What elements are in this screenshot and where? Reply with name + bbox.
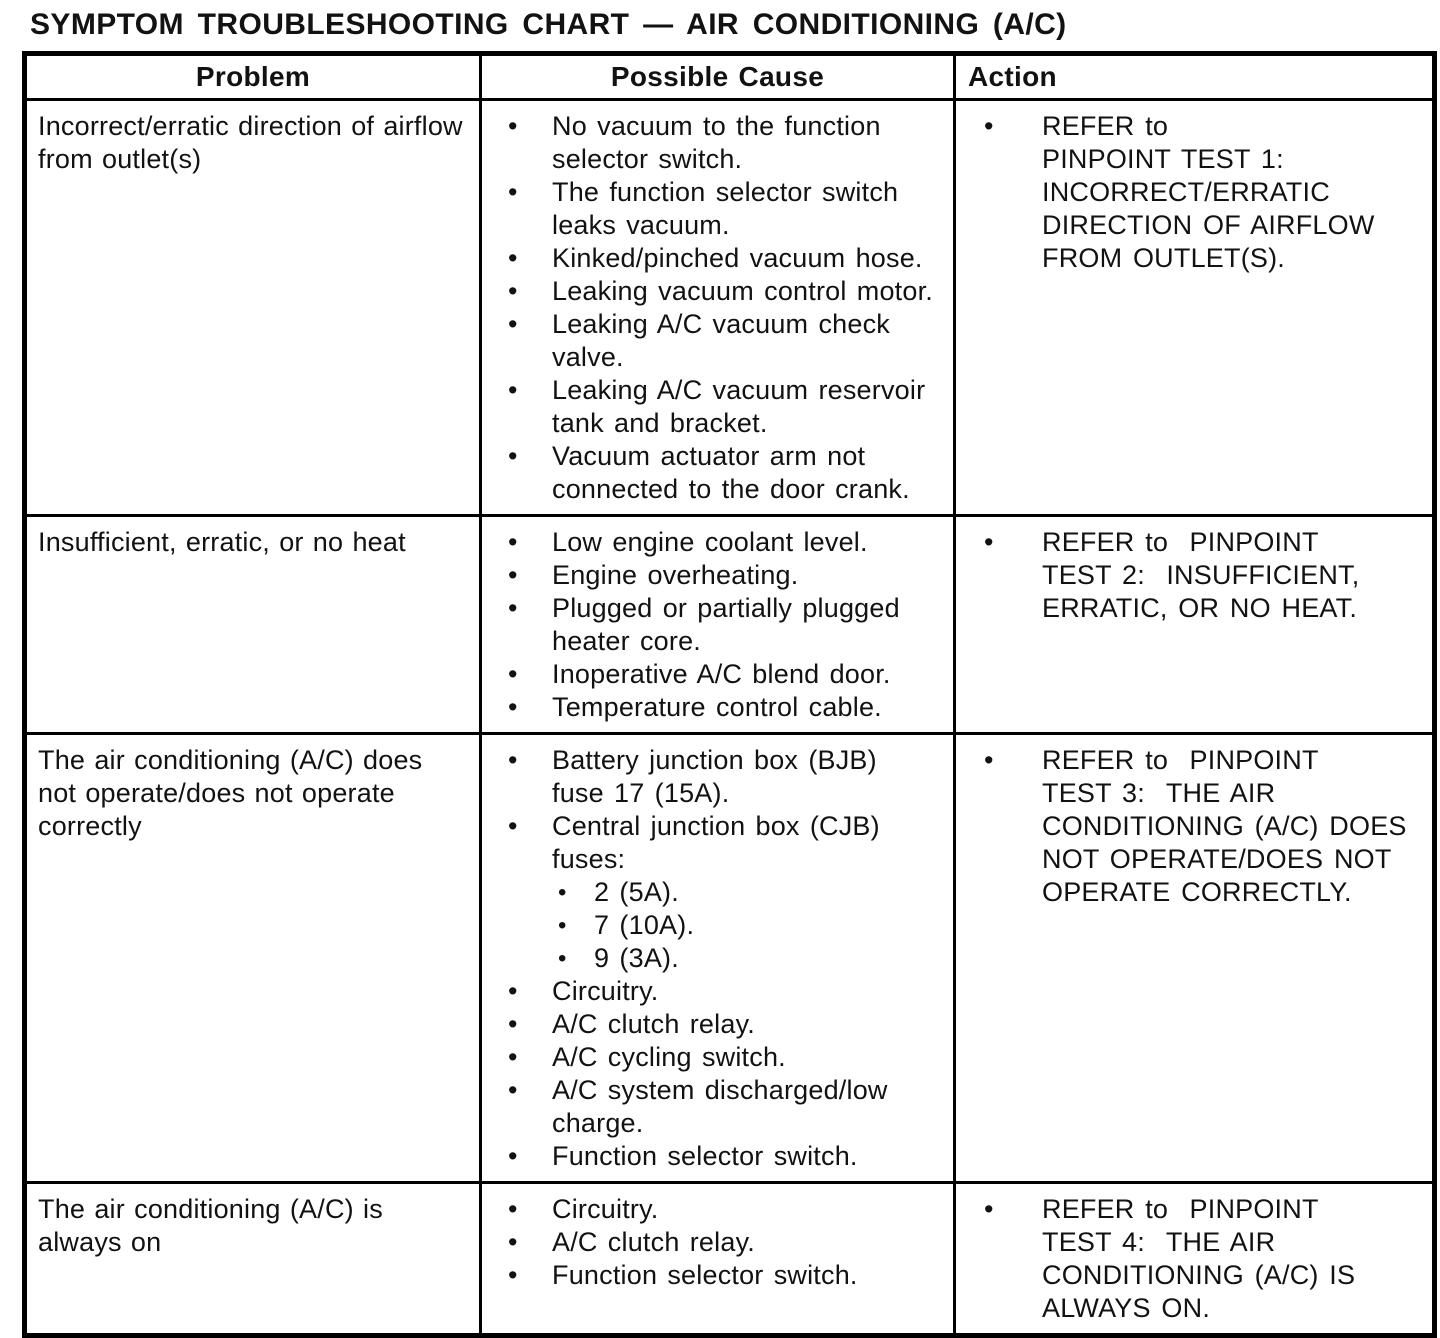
bullet-icon: • xyxy=(508,745,518,775)
problem-cell: Insufficient, erratic, or no heat xyxy=(25,516,481,734)
cause-sub-text: 2 (5A). xyxy=(594,877,679,907)
bullet-icon: • xyxy=(508,811,518,841)
cause-text: Circuitry. xyxy=(552,976,659,1006)
cause-sub-item xyxy=(552,942,947,975)
bullet-icon: • xyxy=(508,1260,518,1290)
action-item xyxy=(964,110,1426,275)
troubleshooting-table xyxy=(22,51,1437,1338)
action-line: CONDITIONING (A/C) DOES xyxy=(1042,811,1407,841)
cause-item xyxy=(490,1259,947,1292)
action-line: TEST 2: INSUFFICIENT, xyxy=(1042,560,1360,590)
cause-item xyxy=(490,1140,947,1173)
action-cell xyxy=(955,734,1435,1183)
column-header-possible-cause: Possible Cause xyxy=(481,54,955,100)
action-cell xyxy=(955,516,1435,734)
cause-text: Central junction box (CJB) fuses: xyxy=(552,811,880,874)
action-line: NOT OPERATE/DOES NOT xyxy=(1042,844,1392,874)
cause-text: Vacuum actuator arm not connected to the door crank. xyxy=(552,441,910,504)
bullet-icon: • xyxy=(508,1042,518,1072)
action-cell xyxy=(955,100,1435,516)
bullet-icon: • xyxy=(508,692,518,722)
cause-item xyxy=(490,1193,947,1226)
bullet-icon: • xyxy=(508,659,518,689)
table-row xyxy=(25,734,1435,1183)
cause-text: Plugged or partially plugged heater core. xyxy=(552,593,900,656)
header-row xyxy=(25,54,1435,100)
cause-item xyxy=(490,440,947,506)
cause-text: Circuitry. xyxy=(552,1194,659,1224)
cause-item xyxy=(490,1226,947,1259)
table-body xyxy=(25,100,1435,1336)
cause-text: A/C system discharged/low charge. xyxy=(552,1075,888,1138)
cause-text: Leaking A/C vacuum reservoir tank and bracket. xyxy=(552,375,926,438)
action-line: ERRATIC, OR NO HEAT. xyxy=(1042,593,1358,623)
cause-sub-item xyxy=(552,909,947,942)
cause-item xyxy=(490,176,947,242)
bullet-icon: • xyxy=(558,945,567,972)
action-text xyxy=(1042,526,1426,625)
action-line: FROM OUTLET(S). xyxy=(1042,243,1285,273)
cause-text: Function selector switch. xyxy=(552,1260,858,1290)
cause-item xyxy=(490,1041,947,1074)
action-text xyxy=(1042,1193,1426,1325)
action-line: INCORRECT/ERRATIC xyxy=(1042,177,1330,207)
cause-item xyxy=(490,1074,947,1140)
cause-item xyxy=(490,559,947,592)
cause-text: A/C clutch relay. xyxy=(552,1009,755,1039)
bullet-icon: • xyxy=(984,1194,994,1224)
cause-item xyxy=(490,744,947,810)
bullet-icon: • xyxy=(984,527,994,557)
table-row xyxy=(25,100,1435,516)
cause-item xyxy=(490,810,947,876)
cause-item xyxy=(490,975,947,1008)
bullet-icon: • xyxy=(558,912,567,939)
bullet-icon: • xyxy=(508,560,518,590)
cause-item xyxy=(490,526,947,559)
action-line: REFER to xyxy=(1042,111,1169,141)
problem-cell: Incorrect/erratic direction of airflow from outlet(s) xyxy=(25,100,481,516)
action-text xyxy=(1042,110,1426,275)
cause-sub-text: 7 (10A). xyxy=(594,910,695,940)
cause-item xyxy=(490,242,947,275)
cause-text: A/C cycling switch. xyxy=(552,1042,786,1072)
cause-item xyxy=(490,374,947,440)
cause-text: Engine overheating. xyxy=(552,560,799,590)
cause-cell xyxy=(481,1183,955,1336)
bullet-icon: • xyxy=(508,1141,518,1171)
bullet-icon: • xyxy=(508,593,518,623)
bullet-icon: • xyxy=(508,243,518,273)
action-item xyxy=(964,526,1426,625)
action-line: CONDITIONING (A/C) IS xyxy=(1042,1260,1356,1290)
action-cell xyxy=(955,1183,1435,1336)
table-row xyxy=(25,1183,1435,1336)
bullet-icon: • xyxy=(508,276,518,306)
bullet-icon: • xyxy=(508,309,518,339)
cause-cell xyxy=(481,516,955,734)
page-title: SYMPTOM TROUBLESHOOTING CHART — AIR CONDITIONING (A/C) xyxy=(30,8,1067,41)
cause-text: Function selector switch. xyxy=(552,1141,858,1171)
action-line: ALWAYS ON. xyxy=(1042,1293,1211,1323)
action-line: REFER to PINPOINT xyxy=(1042,745,1319,775)
cause-cell xyxy=(481,734,955,1183)
problem-cell: The air conditioning (A/C) does not operate/does not operate correctly xyxy=(25,734,481,1183)
bullet-icon: • xyxy=(508,441,518,471)
cause-sub-list xyxy=(490,876,947,975)
action-line: TEST 3: THE AIR xyxy=(1042,778,1276,808)
cause-text: A/C clutch relay. xyxy=(552,1227,755,1257)
cause-item xyxy=(490,308,947,374)
bullet-icon: • xyxy=(508,1075,518,1105)
cause-item xyxy=(490,658,947,691)
bullet-icon: • xyxy=(508,375,518,405)
bullet-icon: • xyxy=(984,745,994,775)
bullet-icon: • xyxy=(508,1009,518,1039)
bullet-icon: • xyxy=(558,879,567,906)
cause-text: Battery junction box (BJB) fuse 17 (15A). xyxy=(552,745,877,808)
bullet-icon: • xyxy=(508,1194,518,1224)
table-row xyxy=(25,516,1435,734)
cause-item xyxy=(490,110,947,176)
bullet-icon: • xyxy=(508,111,518,141)
bullet-icon: • xyxy=(508,976,518,1006)
cause-item xyxy=(490,691,947,724)
cause-text: No vacuum to the function selector switch. xyxy=(552,111,881,174)
column-header-problem: Problem xyxy=(25,54,481,100)
action-item xyxy=(964,1193,1426,1325)
cause-text: Temperature control cable. xyxy=(552,692,882,722)
action-line: OPERATE CORRECTLY. xyxy=(1042,877,1352,907)
action-text xyxy=(1042,744,1426,909)
action-line: REFER to PINPOINT xyxy=(1042,527,1319,557)
bullet-icon: • xyxy=(508,527,518,557)
cause-item xyxy=(490,592,947,658)
action-line: TEST 4: THE AIR xyxy=(1042,1227,1276,1257)
cause-text: Leaking vacuum control motor. xyxy=(552,276,933,306)
bullet-icon: • xyxy=(508,177,518,207)
column-header-action: Action xyxy=(955,54,1435,100)
bullet-icon: • xyxy=(984,111,994,141)
cause-text: Low engine coolant level. xyxy=(552,527,868,557)
action-line: DIRECTION OF AIRFLOW xyxy=(1042,210,1375,240)
action-line: PINPOINT TEST 1: xyxy=(1042,144,1284,174)
action-item xyxy=(964,744,1426,909)
cause-cell xyxy=(481,100,955,516)
problem-cell: The air conditioning (A/C) is always on xyxy=(25,1183,481,1336)
cause-sub-text: 9 (3A). xyxy=(594,943,679,973)
bullet-icon: • xyxy=(508,1227,518,1257)
cause-sub-item xyxy=(552,876,947,909)
action-line: REFER to PINPOINT xyxy=(1042,1194,1319,1224)
cause-text: Inoperative A/C blend door. xyxy=(552,659,891,689)
cause-text: Kinked/pinched vacuum hose. xyxy=(552,243,923,273)
cause-text: Leaking A/C vacuum check valve. xyxy=(552,309,890,372)
cause-item xyxy=(490,275,947,308)
cause-item xyxy=(490,1008,947,1041)
cause-text: The function selector switch leaks vacuum. xyxy=(552,177,899,240)
